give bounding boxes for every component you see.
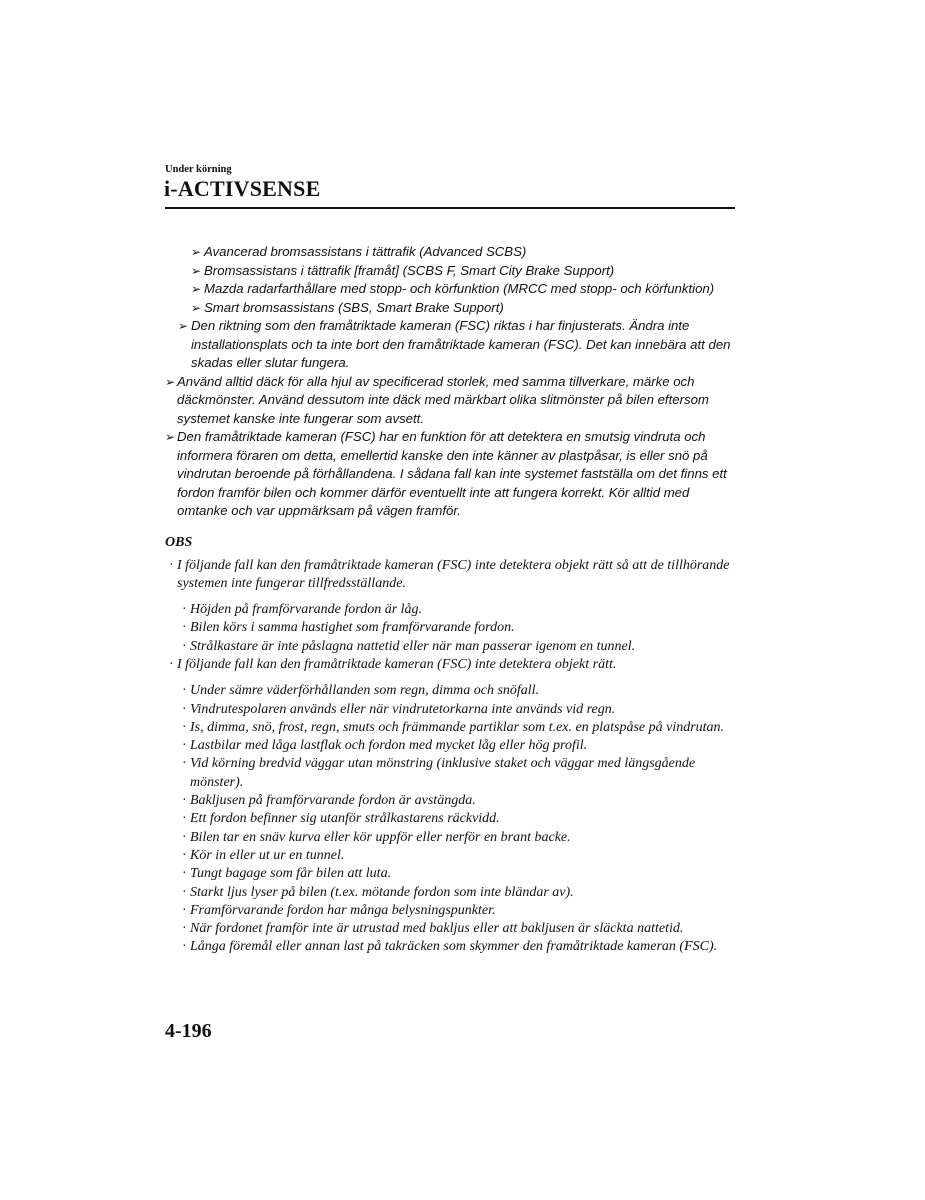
content: [165, 243, 735, 957]
section-label: Under körning: [165, 164, 232, 175]
bullet-item: ➢ Avancerad bromsassistans i tättrafik (Advanced SCBS): [165, 243, 735, 262]
arrow-bullet-icon: ➢: [191, 300, 202, 315]
arrow-bullet-icon: ➢: [178, 319, 189, 333]
obs-list-item: · Bilen tar en snäv kurva eller kör uppför eller nerför en brant backe.: [182, 829, 571, 845]
obs-heading: OBS: [165, 534, 193, 550]
obs-section: [165, 557, 735, 957]
caution-bullets: [165, 243, 735, 521]
arrow-bullet-icon: ➢: [191, 263, 202, 278]
obs-list-item: · Bakljusen på framförvarande fordon är avstängda.: [182, 793, 476, 809]
bullet-item: ➢ Använd alltid däck för alla hjul av specificerad storlek, med samma tillverkare, märke och däckmönster. Använd dessutom inte däck med märkbart olika slitmönster på bilen eftersom systemet kanske inte fungerar som avsett.: [165, 373, 709, 426]
obs-list-item: · Bilen körs i samma hastighet som framförvarande fordon.: [182, 620, 515, 636]
header-rule: [165, 207, 735, 209]
obs-list-item: · Framförvarande fordon har många belysningspunkter.: [182, 902, 496, 918]
obs-list-item: · Is, dimma, snö, frost, regn, smuts och främmande partiklar som t.ex. en platspåse på vindrutan.: [182, 719, 725, 735]
page-number: 4-196: [165, 1020, 212, 1042]
obs-list-item: · Lastbilar med låga lastflak och fordon med mycket låg eller hög profil.: [182, 738, 588, 754]
bullet-item: ➢ Mazda radarfarthållare med stopp- och körfunktion (MRCC med stopp- och körfunktion): [165, 280, 735, 299]
obs-list-item: · Starkt ljus lyser på bilen (t.ex. mötande fordon som inte bländar av).: [182, 884, 574, 900]
obs-group-text: · I följande fall kan den framåtriktade kameran (FSC) inte detektera objekt rätt.: [169, 656, 617, 672]
obs-list-item: · Vindrutespolaren används eller när vindrutetorkarna inte används vid regn.: [182, 701, 616, 717]
arrow-bullet-icon: ➢: [191, 245, 202, 259]
obs-list-item: · Ett fordon befinner sig utanför strålkastarens räckvidd.: [182, 811, 500, 827]
obs-list-item: · Höjden på framförvarande fordon är låg.: [182, 602, 423, 618]
obs-list-item: · Vid körning bredvid väggar utan mönstring (inklusive staket och väggar med längsgående mönster).: [182, 756, 696, 790]
arrow-bullet-icon: ➢: [165, 430, 176, 444]
obs-list-item: · Långa föremål eller annan last på takräcken som skymmer den framåtriktade kameran (FSC).: [182, 939, 718, 955]
bullet-item: ➢ Smart bromsassistans (SBS, Smart Brake Support): [165, 299, 735, 318]
bullet-item: ➢ Den framåtriktade kameran (FSC) har en funktion för att detektera en smutsig vindruta och informera föraren om detta, emellertid kanske den inte känner av plastpåsar, is eller snö på vindrutan beroende på förhållandena. I sådana fall kan inte systemet fastställa om det finns ett fordon framför bilen och kommer därför eventuellt inte att fungera korrekt. Kör alltid med omtanke och var uppmärksam på vägen framför.: [165, 429, 727, 518]
bullet-item: ➢ Den riktning som den framåtriktade kameran (FSC) riktas i har finjusterats. Ändra inte installationsplats och ta inte bort den framåtriktade kameran (FSC). Det kan innebära att den skadas eller slutar fungera.: [178, 318, 731, 370]
obs-list-item: · Under sämre väderförhållanden som regn, dimma och snöfall.: [182, 683, 540, 699]
arrow-bullet-icon: ➢: [191, 282, 202, 296]
obs-list-item: · Strålkastare är inte påslagna nattetid eller när man passerar igenom en tunnel.: [182, 638, 636, 654]
obs-list-item: · Kör in eller ut ur en tunnel.: [182, 847, 345, 863]
bullet-item: ➢ Bromsassistans i tättrafik [framåt] (SCBS F, Smart City Brake Support): [165, 262, 735, 281]
page-title: i-ACTIVSENSE: [164, 176, 321, 201]
obs-list-item: · När fordonet framför inte är utrustad med bakljus eller att bakljusen är släckta nattetid.: [182, 921, 684, 937]
arrow-bullet-icon: ➢: [165, 374, 176, 389]
obs-group-text: · I följande fall kan den framåtriktade kameran (FSC) inte detektera objekt rätt så att de tillhörande systemen inte fungerar tillfredsställande.: [169, 557, 730, 591]
obs-list-item: · Tungt bagage som får bilen att luta.: [182, 866, 392, 882]
